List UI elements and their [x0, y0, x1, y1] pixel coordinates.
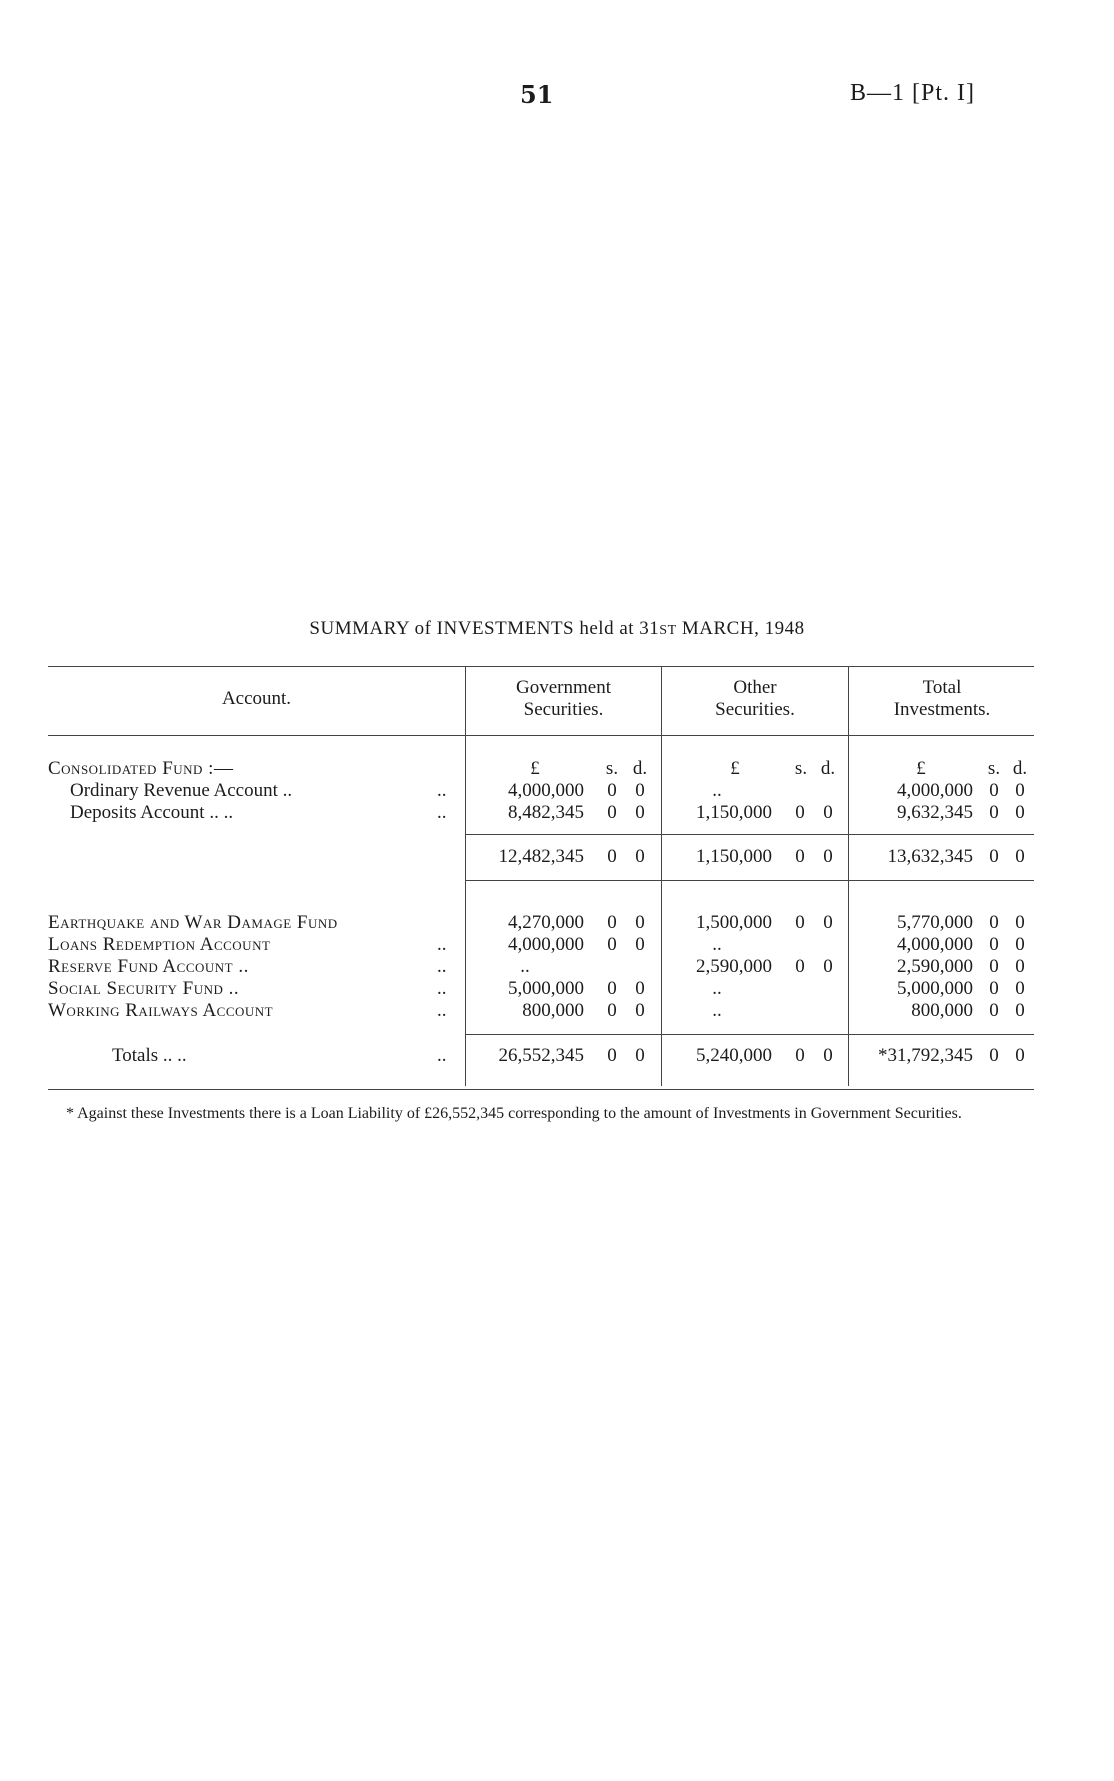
header-bottom-rule: [48, 735, 1034, 736]
totals-top-rule: [465, 1034, 1034, 1035]
row-dots: ..: [437, 934, 447, 955]
total-amount: 13,632,345: [887, 846, 973, 867]
table-bottom-rule: [48, 1089, 1034, 1090]
row-label: Reserve Fund Account ..: [48, 956, 249, 977]
unit-pence-total: d.: [1012, 758, 1028, 779]
row-dots: ..: [437, 802, 447, 823]
gov-shillings: 0: [607, 1000, 617, 1021]
gov-amount: 4,000,000: [508, 780, 584, 801]
total-amount: 5,770,000: [897, 912, 973, 933]
gov-shillings: 0: [607, 780, 617, 801]
gov-pence: 0: [635, 978, 645, 999]
total-pence: 0: [1015, 978, 1025, 999]
header-other: [662, 677, 848, 721]
total-shillings: 0: [989, 846, 999, 867]
unit-pence-gov: d.: [632, 758, 648, 779]
total-pence: 0: [1015, 846, 1025, 867]
other-shillings: 0: [795, 846, 805, 867]
subtotal-bottom-rule: [465, 880, 1034, 881]
row-dots: ..: [437, 780, 447, 801]
gov-pence: 0: [635, 912, 645, 933]
page-reference-main: B—1: [850, 80, 906, 106]
gov-amount: 4,000,000: [508, 934, 584, 955]
header-total-line1: Total: [922, 677, 962, 698]
total-amount: *31,792,345: [878, 1045, 973, 1066]
header-government-line2: Securities.: [523, 699, 604, 720]
total-shillings: 0: [989, 978, 999, 999]
row-label: Working Railways Account: [48, 1000, 274, 1021]
other-shillings: 0: [795, 956, 805, 977]
total-pence: 0: [1015, 1045, 1025, 1066]
footnote: * Against these Investments there is a Loan Liability of £26,552,345 corresponding to the amount of Investments in Government Securities.: [66, 1105, 962, 1122]
total-amount: 9,632,345: [897, 802, 973, 823]
gov-shillings: 0: [607, 978, 617, 999]
gov-amount: 12,482,345: [498, 846, 584, 867]
total-shillings: 0: [989, 1000, 999, 1021]
total-amount: 800,000: [911, 1000, 973, 1021]
gov-shillings: 0: [607, 1045, 617, 1066]
row-label: Deposits Account .. ..: [70, 802, 234, 823]
other-pence: 0: [823, 846, 833, 867]
total-pence: 0: [1015, 956, 1025, 977]
row-dots: ..: [437, 1045, 447, 1066]
total-shillings: 0: [989, 802, 999, 823]
gov-amount: 8,482,345: [508, 802, 584, 823]
gov-pence: 0: [635, 780, 645, 801]
gov-amount: ..: [520, 956, 530, 977]
other-amount: ..: [712, 780, 722, 801]
subtotal-top-rule: [465, 834, 1034, 835]
total-pence: 0: [1015, 934, 1025, 955]
total-pence: 0: [1015, 912, 1025, 933]
gov-pence: 0: [635, 846, 645, 867]
unit-pound-gov: £: [530, 758, 540, 779]
page-number: 51: [520, 80, 554, 109]
other-amount: 1,150,000: [696, 846, 772, 867]
total-shillings: 0: [989, 934, 999, 955]
gov-pence: 0: [635, 934, 645, 955]
other-pence: 0: [823, 912, 833, 933]
total-pence: 0: [1015, 780, 1025, 801]
other-shillings: 0: [795, 802, 805, 823]
other-shillings: 0: [795, 1045, 805, 1066]
totals-label: Totals .. ..: [112, 1045, 187, 1066]
gov-amount: 4,270,000: [508, 912, 584, 933]
other-amount: 5,240,000: [696, 1045, 772, 1066]
other-amount: 2,590,000: [696, 956, 772, 977]
page-reference-part: [Pt. I]: [912, 80, 976, 106]
gov-shillings: 0: [607, 846, 617, 867]
header-government-line1: Government: [516, 677, 611, 698]
gov-pence: 0: [635, 1000, 645, 1021]
gov-pence: 0: [635, 1045, 645, 1066]
other-amount: ..: [712, 978, 722, 999]
other-amount: 1,150,000: [696, 802, 772, 823]
header-total: [849, 677, 1035, 721]
total-shillings: 0: [989, 912, 999, 933]
other-amount: ..: [712, 934, 722, 955]
gov-shillings: 0: [607, 912, 617, 933]
header-other-line1: Other: [733, 677, 777, 698]
total-pence: 0: [1015, 1000, 1025, 1021]
row-dots: ..: [437, 978, 447, 999]
row-dots: ..: [437, 956, 447, 977]
other-amount: ..: [712, 1000, 722, 1021]
total-shillings: 0: [989, 1045, 999, 1066]
other-pence: 0: [823, 1045, 833, 1066]
gov-amount: 5,000,000: [508, 978, 584, 999]
other-amount: 1,500,000: [696, 912, 772, 933]
total-amount: 5,000,000: [897, 978, 973, 999]
gov-amount: 26,552,345: [498, 1045, 584, 1066]
title-ordinal: ST: [659, 623, 677, 638]
total-amount: 4,000,000: [897, 780, 973, 801]
other-pence: 0: [823, 956, 833, 977]
row-label: Earthquake and War Damage Fund: [48, 912, 338, 933]
gov-pence: 0: [635, 802, 645, 823]
other-pence: 0: [823, 802, 833, 823]
header-other-line2: Securities.: [715, 699, 795, 720]
row-label: Social Security Fund ..: [48, 978, 240, 999]
gov-amount: 800,000: [522, 1000, 584, 1021]
header-government: [466, 677, 661, 721]
total-amount: 2,590,000: [897, 956, 973, 977]
gov-shillings: 0: [607, 802, 617, 823]
unit-shillings-total: s.: [987, 758, 1001, 779]
unit-pound-total: £: [916, 758, 926, 779]
total-amount: 4,000,000: [897, 934, 973, 955]
unit-shillings-other: s.: [794, 758, 808, 779]
row-dots: ..: [437, 1000, 447, 1021]
table-top-rule: [48, 666, 1034, 667]
col-divider-1: [465, 666, 466, 1086]
unit-pence-other: d.: [820, 758, 836, 779]
total-shillings: 0: [989, 780, 999, 801]
total-pence: 0: [1015, 802, 1025, 823]
consolidated-fund-heading: Consolidated Fund :—: [48, 758, 234, 779]
gov-shillings: 0: [607, 934, 617, 955]
col-divider-2: [661, 666, 662, 1086]
title-prefix: SUMMARY of INVESTMENTS held at 31: [309, 618, 660, 639]
other-shillings: 0: [795, 912, 805, 933]
col-divider-3: [848, 666, 849, 1086]
header-account: Account.: [221, 688, 292, 709]
title-suffix: MARCH, 1948: [676, 618, 805, 639]
unit-pound-other: £: [730, 758, 740, 779]
total-shillings: 0: [989, 956, 999, 977]
row-label: Ordinary Revenue Account ..: [70, 780, 293, 801]
header-total-line2: Investments.: [893, 699, 991, 720]
unit-shillings-gov: s.: [605, 758, 619, 779]
row-label: Loans Redemption Account: [48, 934, 271, 955]
